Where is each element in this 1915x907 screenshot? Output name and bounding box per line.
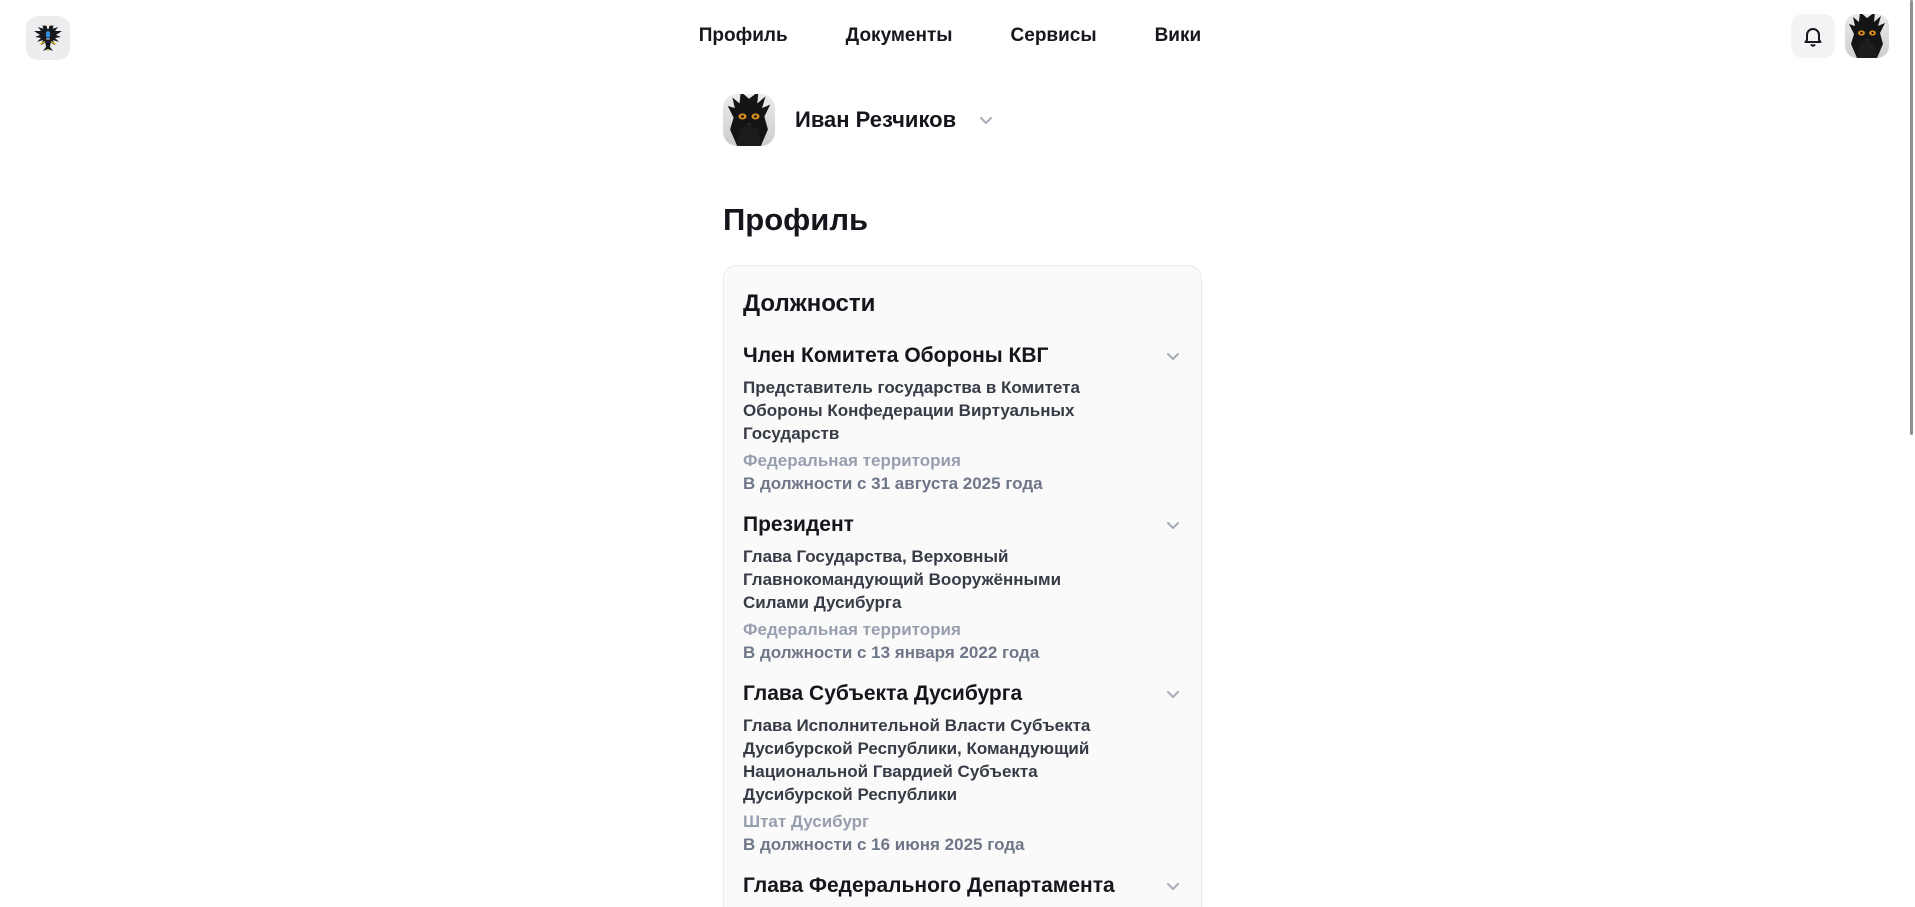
chevron-down-icon[interactable]: [978, 112, 994, 128]
user-switcher[interactable]: [723, 94, 1202, 146]
positions-card-title: Должности: [743, 290, 876, 317]
position-title: Член Комитета Обороны КВГ: [743, 344, 1049, 367]
position-description: Глава Государства, Верховный Главнокомандующий Вооружёнными Силами Дусибурга: [743, 547, 1062, 612]
nav-item-services[interactable]: Сервисы: [1010, 25, 1097, 46]
bell-icon: [1801, 24, 1825, 48]
top-bar-right: [1791, 14, 1889, 58]
position-since: В должности с 16 июня 2025 года: [743, 835, 1025, 854]
position-since: В должности с 13 января 2022 года: [743, 643, 1040, 662]
scrollbar-thumb[interactable]: [1910, 0, 1913, 435]
app-logo-button[interactable]: [26, 16, 70, 60]
user-avatar-large: [723, 94, 775, 146]
main-nav: [699, 0, 1201, 72]
positions-card: [723, 265, 1202, 907]
position-title: Глава Федерального Департамента: [743, 874, 1115, 897]
positions-list: [743, 344, 1181, 898]
chevron-down-icon[interactable]: [1165, 348, 1181, 364]
user-name: Иван Резчиков: [795, 107, 957, 132]
main-content: [723, 94, 1202, 907]
position-item: [743, 874, 1181, 898]
position-header[interactable]: [743, 682, 1181, 706]
position-header[interactable]: [743, 874, 1181, 898]
position-description: Представитель государства в Комитета Обороны Конфедерации Виртуальных Государств: [743, 378, 1080, 443]
position-item: [743, 513, 1181, 664]
position-description: Глава Исполнительной Власти Субъекта Дусибурской Республики, Командующий Национальной Гвардией Субъекта Дусибурской Республики: [743, 716, 1091, 804]
nav-item-profile[interactable]: Профиль: [698, 25, 788, 46]
nav-item-wiki[interactable]: Вики: [1154, 25, 1202, 46]
top-bar: [0, 0, 1915, 72]
position-header[interactable]: [743, 513, 1181, 537]
nav-item-documents[interactable]: Документы: [845, 25, 953, 46]
position-header[interactable]: [743, 344, 1181, 368]
notifications-button[interactable]: [1791, 14, 1835, 58]
position-territory: Федеральная территория: [743, 451, 961, 470]
position-title: Президент: [743, 513, 854, 536]
double-headed-eagle-icon: [33, 23, 63, 53]
position-territory: Штат Дусибург: [743, 812, 870, 831]
position-item: [743, 344, 1181, 495]
scrollbar[interactable]: [1908, 0, 1915, 907]
position-since: В должности с 31 августа 2025 года: [743, 474, 1043, 493]
position-territory: Федеральная территория: [743, 620, 961, 639]
user-avatar-small[interactable]: [1845, 14, 1889, 58]
chevron-down-icon[interactable]: [1165, 878, 1181, 894]
page-title: Профиль: [723, 202, 869, 237]
chevron-down-icon[interactable]: [1165, 517, 1181, 533]
chevron-down-icon[interactable]: [1165, 686, 1181, 702]
position-title: Глава Субъекта Дусибурга: [743, 682, 1023, 705]
position-item: [743, 682, 1181, 856]
